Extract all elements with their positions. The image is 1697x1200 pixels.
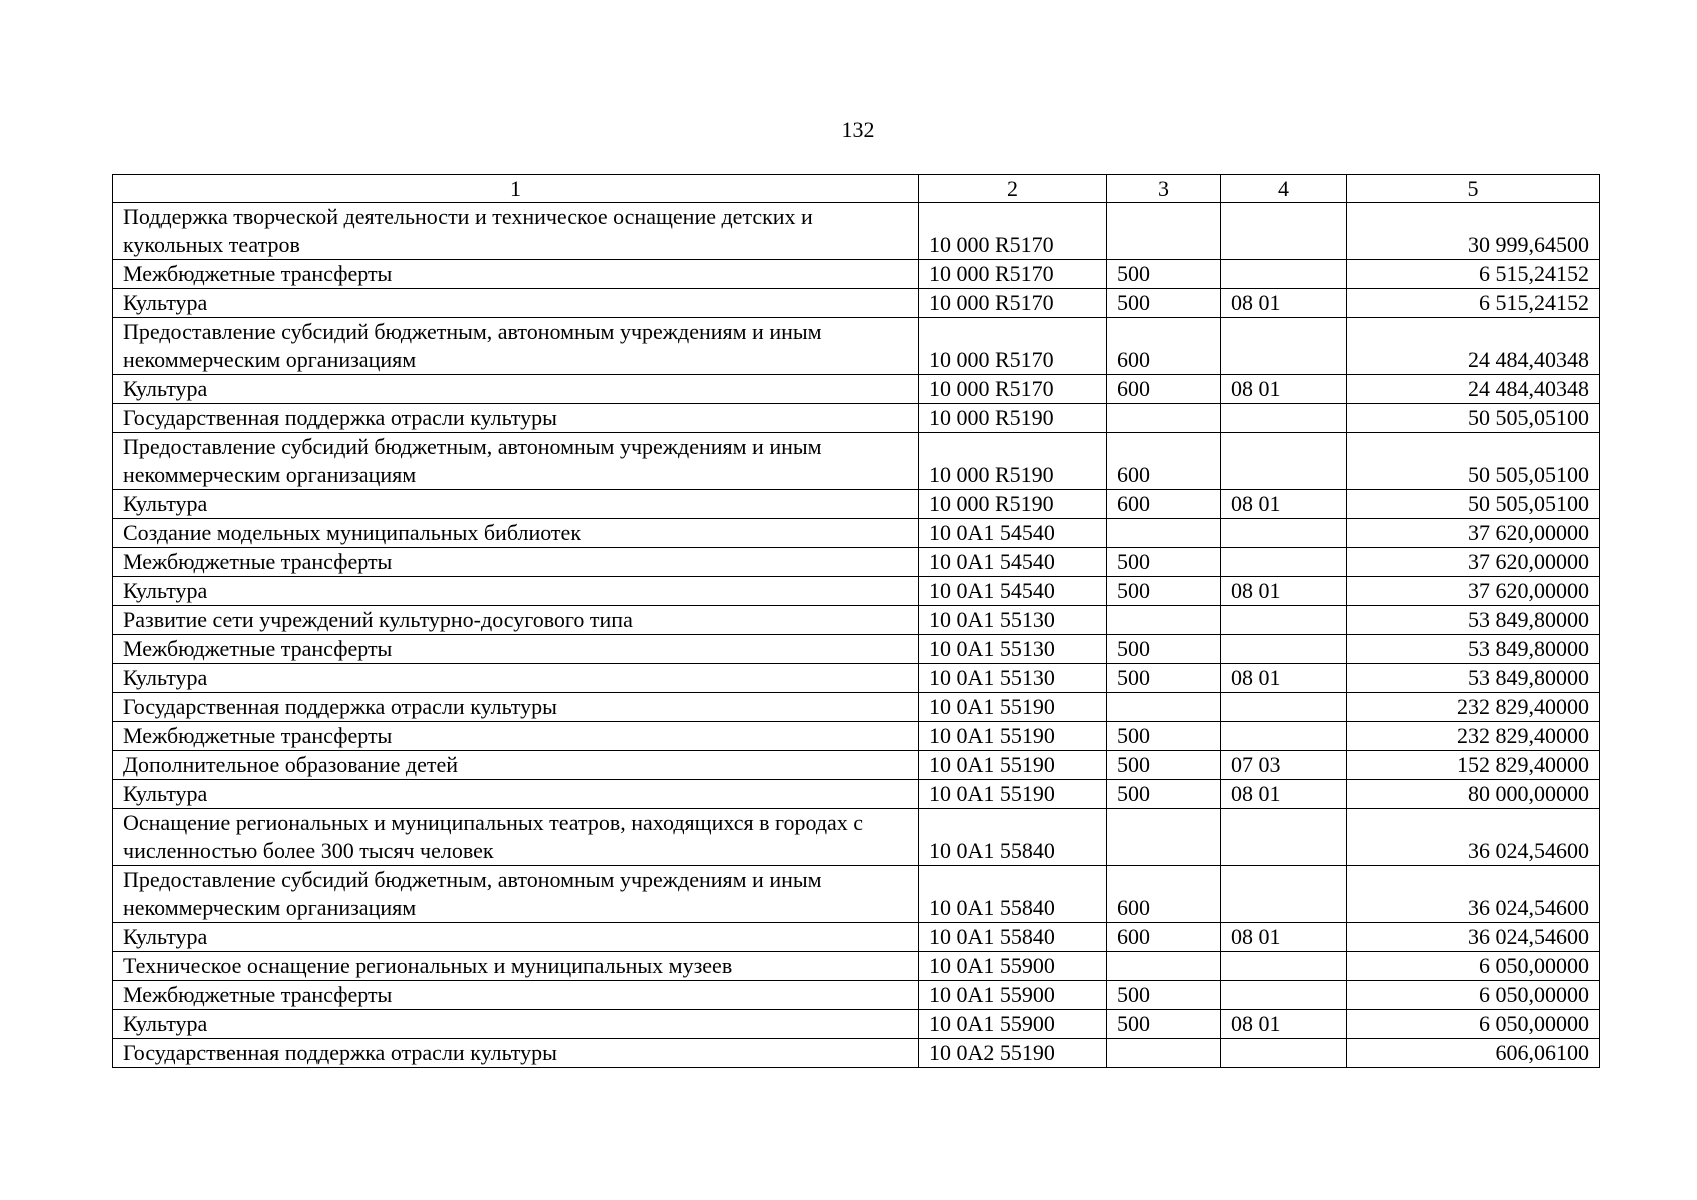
row-code: 10 000 R5190: [919, 404, 1107, 433]
row-name: Государственная поддержка отрасли культуры: [113, 693, 919, 722]
table-row: [113, 664, 1600, 693]
row-name: Оснащение региональных и муниципальных театров, находящихся в городах с численностью более 300 тысяч человек: [113, 809, 919, 866]
table-row: [113, 751, 1600, 780]
row-amount: 36 024,54600: [1347, 809, 1600, 866]
row-name: Дополнительное образование детей: [113, 751, 919, 780]
row-expense-type: 600: [1107, 923, 1221, 952]
table-row: [113, 981, 1600, 1010]
row-code: 10 000 R5170: [919, 289, 1107, 318]
row-name: Культура: [113, 577, 919, 606]
row-amount: 50 505,05100: [1347, 490, 1600, 519]
row-section: [1221, 1039, 1347, 1068]
row-amount: 37 620,00000: [1347, 548, 1600, 577]
row-name: Техническое оснащение региональных и муниципальных музеев: [113, 952, 919, 981]
row-code: 10 0A1 54540: [919, 577, 1107, 606]
table-row: [113, 577, 1600, 606]
row-code: 10 0A1 55900: [919, 981, 1107, 1010]
row-name: Культура: [113, 923, 919, 952]
header-row: [113, 175, 1600, 203]
row-section: 08 01: [1221, 923, 1347, 952]
row-section: 08 01: [1221, 1010, 1347, 1039]
row-amount: 50 505,05100: [1347, 404, 1600, 433]
table-row: [113, 548, 1600, 577]
row-amount: 24 484,40348: [1347, 375, 1600, 404]
row-code: 10 0A1 54540: [919, 519, 1107, 548]
row-code: 10 000 R5190: [919, 490, 1107, 519]
row-section: [1221, 606, 1347, 635]
row-amount: 80 000,00000: [1347, 780, 1600, 809]
row-section: [1221, 981, 1347, 1010]
row-expense-type: 500: [1107, 1010, 1221, 1039]
row-code: 10 0A1 55190: [919, 693, 1107, 722]
row-amount: 232 829,40000: [1347, 722, 1600, 751]
table-row: [113, 952, 1600, 981]
row-section: [1221, 722, 1347, 751]
row-code: 10 000 R5170: [919, 375, 1107, 404]
row-amount: 24 484,40348: [1347, 318, 1600, 375]
budget-table: [112, 174, 1600, 1068]
table-row: [113, 490, 1600, 519]
table-row: [113, 809, 1600, 866]
row-expense-type: 500: [1107, 981, 1221, 1010]
table-row: [113, 722, 1600, 751]
column-header: 1: [113, 175, 919, 203]
row-section: 08 01: [1221, 780, 1347, 809]
row-name: Культура: [113, 664, 919, 693]
column-header: 2: [919, 175, 1107, 203]
row-expense-type: 600: [1107, 866, 1221, 923]
row-amount: 6 515,24152: [1347, 260, 1600, 289]
row-code: 10 0A1 55190: [919, 722, 1107, 751]
row-name: Государственная поддержка отрасли культуры: [113, 404, 919, 433]
table-row: [113, 1010, 1600, 1039]
table-row: [113, 606, 1600, 635]
row-expense-type: 600: [1107, 318, 1221, 375]
row-expense-type: 500: [1107, 260, 1221, 289]
row-amount: 53 849,80000: [1347, 635, 1600, 664]
row-expense-type: 600: [1107, 490, 1221, 519]
row-section: [1221, 635, 1347, 664]
page-number: 132: [841, 117, 875, 142]
row-name: Межбюджетные трансферты: [113, 635, 919, 664]
row-section: 08 01: [1221, 664, 1347, 693]
row-name: Предоставление субсидий бюджетным, автономным учреждениям и иным некоммерческим организациям: [113, 866, 919, 923]
row-code: 10 0A1 55840: [919, 923, 1107, 952]
column-header: 4: [1221, 175, 1347, 203]
row-expense-type: 500: [1107, 289, 1221, 318]
table-row: [113, 1039, 1600, 1068]
row-amount: 6 050,00000: [1347, 1010, 1600, 1039]
row-amount: 53 849,80000: [1347, 606, 1600, 635]
row-section: [1221, 260, 1347, 289]
row-code: 10 0A1 55840: [919, 866, 1107, 923]
row-amount: 6 050,00000: [1347, 952, 1600, 981]
row-code: 10 000 R5170: [919, 260, 1107, 289]
table-row: [113, 375, 1600, 404]
row-expense-type: 600: [1107, 375, 1221, 404]
row-code: 10 0A1 55190: [919, 751, 1107, 780]
row-code: 10 000 R5170: [919, 318, 1107, 375]
table-row: [113, 519, 1600, 548]
row-section: 08 01: [1221, 375, 1347, 404]
row-section: [1221, 203, 1347, 260]
row-name: Предоставление субсидий бюджетным, автономным учреждениям и иным некоммерческим организациям: [113, 318, 919, 375]
row-expense-type: 600: [1107, 433, 1221, 490]
table-row: [113, 635, 1600, 664]
row-amount: 36 024,54600: [1347, 866, 1600, 923]
row-section: [1221, 433, 1347, 490]
row-expense-type: 500: [1107, 577, 1221, 606]
row-expense-type: 500: [1107, 635, 1221, 664]
row-code: 10 0A1 55190: [919, 780, 1107, 809]
row-name: Культура: [113, 1010, 919, 1039]
row-amount: 37 620,00000: [1347, 519, 1600, 548]
row-expense-type: 500: [1107, 548, 1221, 577]
row-code: 10 000 R5170: [919, 203, 1107, 260]
row-expense-type: 500: [1107, 751, 1221, 780]
column-header: 3: [1107, 175, 1221, 203]
row-section: [1221, 519, 1347, 548]
row-name: Поддержка творческой деятельности и техническое оснащение детских и кукольных театров: [113, 203, 919, 260]
row-section: [1221, 693, 1347, 722]
row-expense-type: [1107, 693, 1221, 722]
row-expense-type: [1107, 952, 1221, 981]
table-row: [113, 433, 1600, 490]
table-row: [113, 923, 1600, 952]
table-row: [113, 289, 1600, 318]
row-amount: 232 829,40000: [1347, 693, 1600, 722]
row-amount: 50 505,05100: [1347, 433, 1600, 490]
row-amount: 606,06100: [1347, 1039, 1600, 1068]
row-expense-type: [1107, 404, 1221, 433]
row-amount: 36 024,54600: [1347, 923, 1600, 952]
row-name: Межбюджетные трансферты: [113, 981, 919, 1010]
row-section: [1221, 318, 1347, 375]
table-body: [113, 203, 1600, 1068]
row-name: Создание модельных муниципальных библиотек: [113, 519, 919, 548]
table-row: [113, 318, 1600, 375]
row-expense-type: 500: [1107, 780, 1221, 809]
row-section: 08 01: [1221, 490, 1347, 519]
row-section: 07 03: [1221, 751, 1347, 780]
row-name: Культура: [113, 490, 919, 519]
row-expense-type: 500: [1107, 722, 1221, 751]
table-row: [113, 203, 1600, 260]
table-row: [113, 404, 1600, 433]
row-section: [1221, 548, 1347, 577]
row-name: Государственная поддержка отрасли культуры: [113, 1039, 919, 1068]
row-name: Культура: [113, 375, 919, 404]
row-amount: 152 829,40000: [1347, 751, 1600, 780]
table-row: [113, 866, 1600, 923]
row-section: [1221, 952, 1347, 981]
row-amount: 30 999,64500: [1347, 203, 1600, 260]
table-row: [113, 780, 1600, 809]
row-section: 08 01: [1221, 289, 1347, 318]
row-name: Развитие сети учреждений культурно-досугового типа: [113, 606, 919, 635]
row-expense-type: [1107, 1039, 1221, 1068]
row-code: 10 0A2 55190: [919, 1039, 1107, 1068]
row-amount: 53 849,80000: [1347, 664, 1600, 693]
row-code: 10 0A1 55130: [919, 606, 1107, 635]
row-name: Культура: [113, 289, 919, 318]
row-section: 08 01: [1221, 577, 1347, 606]
row-code: 10 0A1 55900: [919, 952, 1107, 981]
column-header: 5: [1347, 175, 1600, 203]
row-name: Межбюджетные трансферты: [113, 722, 919, 751]
row-section: [1221, 404, 1347, 433]
row-section: [1221, 809, 1347, 866]
row-name: Межбюджетные трансферты: [113, 548, 919, 577]
row-code: 10 0A1 55900: [919, 1010, 1107, 1039]
row-name: Предоставление субсидий бюджетным, автономным учреждениям и иным некоммерческим организациям: [113, 433, 919, 490]
row-amount: 6 515,24152: [1347, 289, 1600, 318]
row-code: 10 000 R5190: [919, 433, 1107, 490]
table-row: [113, 693, 1600, 722]
row-code: 10 0A1 55130: [919, 635, 1107, 664]
row-code: 10 0A1 55840: [919, 809, 1107, 866]
row-expense-type: 500: [1107, 664, 1221, 693]
row-expense-type: [1107, 203, 1221, 260]
table-row: [113, 260, 1600, 289]
row-code: 10 0A1 55130: [919, 664, 1107, 693]
row-expense-type: [1107, 809, 1221, 866]
row-amount: 37 620,00000: [1347, 577, 1600, 606]
row-name: Межбюджетные трансферты: [113, 260, 919, 289]
row-code: 10 0A1 54540: [919, 548, 1107, 577]
row-section: [1221, 866, 1347, 923]
row-expense-type: [1107, 519, 1221, 548]
row-amount: 6 050,00000: [1347, 981, 1600, 1010]
row-expense-type: [1107, 606, 1221, 635]
row-name: Культура: [113, 780, 919, 809]
